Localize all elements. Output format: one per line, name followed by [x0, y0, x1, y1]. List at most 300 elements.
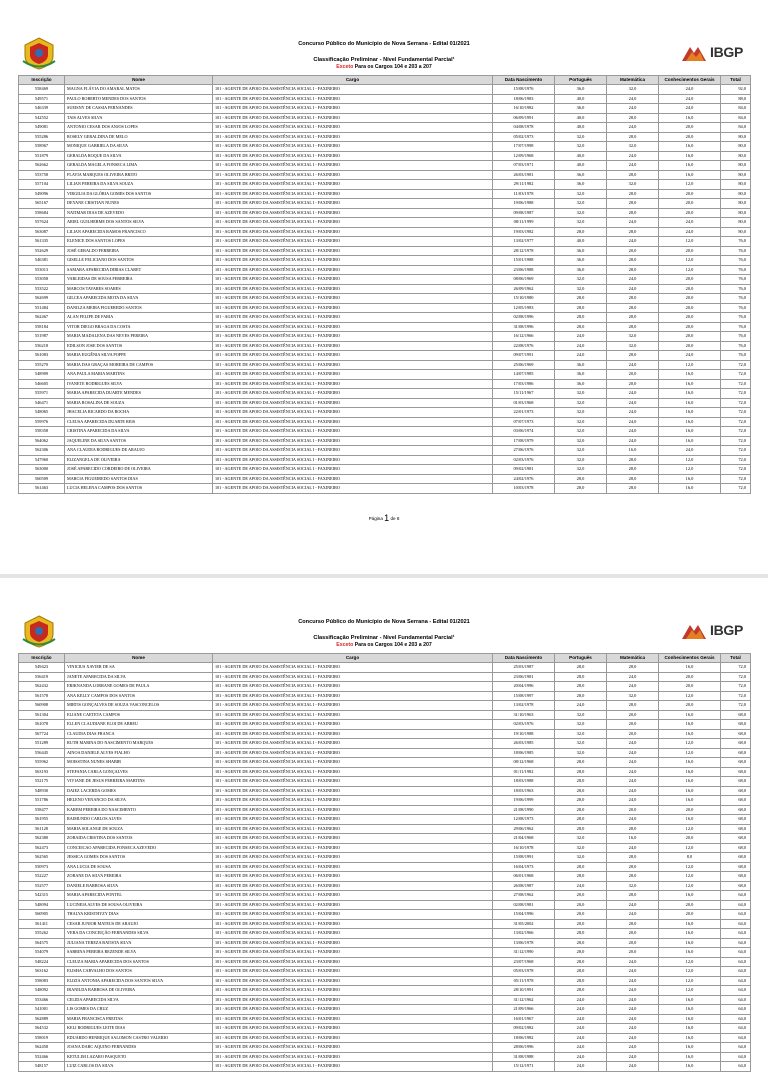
cell-portugues: 32,0: [555, 465, 607, 475]
cell-portugues: 28,0: [555, 786, 607, 796]
cell-data-nascimento: 19/06/1988: [493, 199, 555, 209]
cell-cargo: 101 - AGENTE DE APOIO DA ASSISTÊNCIA SOCIAL I - FAXINEIRO: [213, 123, 493, 133]
cell-portugues: 36,0: [555, 379, 607, 389]
page-footer: [0, 513, 768, 523]
cell-conhecimentos-gerais: 16,0: [659, 710, 721, 720]
cell-inscricao: 562662: [19, 161, 65, 171]
cell-nome: CRISTINA APARECIDA DA SILVA: [65, 427, 213, 437]
cell-portugues: 28,0: [555, 672, 607, 682]
cell-data-nascimento: 08/06/1969: [493, 275, 555, 285]
cell-conhecimentos-gerais: 20,0: [659, 123, 721, 133]
cell-inscricao: 561078: [19, 720, 65, 730]
cell-inscricao: 551879: [19, 151, 65, 161]
cell-matematica: 24,0: [607, 417, 659, 427]
cell-matematica: 28,0: [607, 474, 659, 484]
cell-conhecimentos-gerais: 20,0: [659, 682, 721, 692]
cell-inscricao: 564575: [19, 938, 65, 948]
cell-inscricao: 558184: [19, 322, 65, 332]
cell-data-nascimento: 27/08/1962: [493, 891, 555, 901]
cell-cargo: 101 - AGENTE DE APOIO DA ASSISTÊNCIA SOCIAL I - FAXINEIRO: [213, 465, 493, 475]
cell-matematica: 24,0: [607, 398, 659, 408]
cell-matematica: 24,0: [607, 767, 659, 777]
cell-data-nascimento: 22/01/1973: [493, 408, 555, 418]
cell-total: 72,0: [721, 701, 751, 711]
cell-portugues: 28,0: [555, 938, 607, 948]
cell-total: 64,0: [721, 995, 751, 1005]
cell-matematica: 24,0: [607, 995, 659, 1005]
cell-conhecimentos-gerais: 20,0: [659, 294, 721, 304]
cell-inscricao: 564062: [19, 436, 65, 446]
cell-conhecimentos-gerais: 20,0: [659, 189, 721, 199]
table-row: [19, 142, 751, 152]
cell-cargo: 101 - AGENTE DE APOIO DA ASSISTÊNCIA SOCIAL I - FAXINEIRO: [213, 710, 493, 720]
cell-inscricao: 556218: [19, 341, 65, 351]
col-cargo-header: Cargo: [213, 76, 493, 85]
cell-total: 68,0: [721, 786, 751, 796]
cell-cargo: 101 - AGENTE DE APOIO DA ASSISTÊNCIA SOCIAL I - FAXINEIRO: [213, 691, 493, 701]
cell-data-nascimento: 19/03/1982: [493, 227, 555, 237]
cell-matematica: 20,0: [607, 379, 659, 389]
cell-matematica: 24,0: [607, 682, 659, 692]
cell-conhecimentos-gerais: 16,0: [659, 767, 721, 777]
cell-nome: JHACELIA RICARDO DA ROCHA: [65, 408, 213, 418]
cell-nome: LUCINEIA ALVES DE SOUSA OLIVEIRA: [65, 900, 213, 910]
table-row: [19, 161, 751, 171]
cell-nome: CLAUDIA DIAS FRANCA: [65, 729, 213, 739]
cell-data-nascimento: 28/06/1996: [493, 1043, 555, 1053]
cell-conhecimentos-gerais: 16,0: [659, 729, 721, 739]
table-row: [19, 900, 751, 910]
cell-portugues: 32,0: [555, 275, 607, 285]
cell-total: 92,0: [721, 85, 751, 95]
col-nome-header: Nome: [65, 654, 213, 663]
cell-portugues: 40,0: [555, 123, 607, 133]
cell-cargo: 101 - AGENTE DE APOIO DA ASSISTÊNCIA SOCIAL I - FAXINEIRO: [213, 891, 493, 901]
cell-portugues: 40,0: [555, 161, 607, 171]
cell-inscricao: 553466: [19, 995, 65, 1005]
cell-total: 64,0: [721, 976, 751, 986]
table-row: [19, 682, 751, 692]
cell-portugues: 36,0: [555, 256, 607, 266]
cell-nome: DAIEZ LACERDA GOMES: [65, 786, 213, 796]
cell-total: 64,0: [721, 910, 751, 920]
cell-total: 72,0: [721, 474, 751, 484]
cell-cargo: 101 - AGENTE DE APOIO DA ASSISTÊNCIA SOCIAL I - FAXINEIRO: [213, 1033, 493, 1043]
cell-total: 64,0: [721, 900, 751, 910]
cell-data-nascimento: 12/09/1968: [493, 151, 555, 161]
cell-portugues: 32,0: [555, 436, 607, 446]
cell-nome: PAULO ROBERTO MENDES DOS SANTOS: [65, 94, 213, 104]
cell-matematica: 28,0: [607, 484, 659, 494]
cell-conhecimentos-gerais: 20,0: [659, 672, 721, 682]
table-body: [19, 663, 751, 1072]
cell-nome: THALYA KRISTHYZY DIAS: [65, 910, 213, 920]
cell-nome: KAREM PEREIRA DO NASCIMENTO: [65, 805, 213, 815]
page-header: [0, 578, 768, 653]
cell-portugues: 40,0: [555, 151, 607, 161]
cell-nome: ELISHA CARVALHO DOS SANTOS: [65, 967, 213, 977]
cell-cargo: 101 - AGENTE DE APOIO DA ASSISTÊNCIA SOCIAL I - FAXINEIRO: [213, 265, 493, 275]
cell-nome: LILIAN PEREIRA DA SILVA SOUZA: [65, 180, 213, 190]
cell-portugues: 36,0: [555, 265, 607, 275]
cell-total: 72,0: [721, 455, 751, 465]
cell-total: 68,0: [721, 853, 751, 863]
cell-data-nascimento: 25/06/1969: [493, 360, 555, 370]
cell-cargo: 101 - AGENTE DE APOIO DA ASSISTÊNCIA SOCIAL I - FAXINEIRO: [213, 1062, 493, 1072]
table-row: [19, 995, 751, 1005]
cell-inscricao: 551484: [19, 303, 65, 313]
table-row: [19, 85, 751, 95]
cell-inscricao: 558469: [19, 85, 65, 95]
cell-cargo: 101 - AGENTE DE APOIO DA ASSISTÊNCIA SOCIAL I - FAXINEIRO: [213, 199, 493, 209]
cell-data-nascimento: 16/12/1966: [493, 332, 555, 342]
table-row: [19, 313, 751, 323]
classification-subtitle: [0, 642, 768, 649]
cell-matematica: 28,0: [607, 872, 659, 882]
cell-inscricao: 558967: [19, 142, 65, 152]
cell-conhecimentos-gerais: 16,0: [659, 786, 721, 796]
cell-data-nascimento: 15/01/1988: [493, 256, 555, 266]
cell-data-nascimento: 16/10/1978: [493, 843, 555, 853]
cell-matematica: 28,0: [607, 919, 659, 929]
cell-data-nascimento: 13/02/1977: [493, 237, 555, 247]
cell-conhecimentos-gerais: 16,0: [659, 919, 721, 929]
table-row: [19, 1014, 751, 1024]
cell-matematica: 28,0: [607, 170, 659, 180]
cell-nome: NATIMAR DIAS DE AZEVEDO: [65, 208, 213, 218]
classification-title: Classificação Preliminar - Nível Fundamental Parcial¹: [313, 57, 455, 63]
col-total-header: Total: [721, 654, 751, 663]
cell-matematica: 28,0: [607, 862, 659, 872]
cell-matematica: 24,0: [607, 275, 659, 285]
cell-portugues: 28,0: [555, 294, 607, 304]
cell-data-nascimento: 13/02/1966: [493, 929, 555, 939]
cell-data-nascimento: 23/07/1968: [493, 957, 555, 967]
col-matematica-header: Matemática: [607, 654, 659, 663]
cell-nome: RUTH MARINA DO NASCIMENTO MARQUES: [65, 739, 213, 749]
cell-data-nascimento: 05/11/1978: [493, 976, 555, 986]
table-row: [19, 379, 751, 389]
cell-nome: MARIA APARECIDA PONTEL: [65, 891, 213, 901]
cell-cargo: 101 - AGENTE DE APOIO DA ASSISTÊNCIA SOCIAL I - FAXINEIRO: [213, 170, 493, 180]
footer-prefix: Página: [368, 516, 385, 521]
cell-total: 80,0: [721, 227, 751, 237]
col-conhecimentos-gerais-header: Conhecimentos Gerais: [659, 76, 721, 85]
page-header: [0, 0, 768, 75]
table-row: [19, 208, 751, 218]
cell-inscricao: 546339: [19, 104, 65, 114]
cell-portugues: 32,0: [555, 843, 607, 853]
table-row: [19, 872, 751, 882]
table-row: [19, 710, 751, 720]
cell-conhecimentos-gerais: 16,0: [659, 484, 721, 494]
cell-cargo: 101 - AGENTE DE APOIO DA ASSISTÊNCIA SOCIAL I - FAXINEIRO: [213, 786, 493, 796]
cell-portugues: 20,0: [555, 900, 607, 910]
cell-conhecimentos-gerais: 16,0: [659, 427, 721, 437]
table-row: [19, 256, 751, 266]
cell-nome: CELIDA APARECIDA SILVA: [65, 995, 213, 1005]
cell-conhecimentos-gerais: 24,0: [659, 227, 721, 237]
cell-nome: MIRTIS GONÇALVES DE SOUZA VASCONCELOS: [65, 701, 213, 711]
cell-matematica: 28,0: [607, 132, 659, 142]
table-row: [19, 104, 751, 114]
classification-title: Classificação Preliminar - Nível Fundamental Parcial¹: [313, 635, 455, 641]
cell-conhecimentos-gerais: 24,0: [659, 104, 721, 114]
cell-conhecimentos-gerais: 20,0: [659, 910, 721, 920]
cell-conhecimentos-gerais: 16,0: [659, 1043, 721, 1053]
cell-inscricao: 555962: [19, 758, 65, 768]
cell-data-nascimento: 23/06/1988: [493, 265, 555, 275]
cell-data-nascimento: 02/08/1981: [493, 900, 555, 910]
cell-conhecimentos-gerais: 16,0: [659, 948, 721, 958]
cell-cargo: 101 - AGENTE DE APOIO DA ASSISTÊNCIA SOCIAL I - FAXINEIRO: [213, 834, 493, 844]
cell-matematica: 24,0: [607, 1014, 659, 1024]
cell-data-nascimento: 05/03/1978: [493, 967, 555, 977]
cell-total: 80,0: [721, 199, 751, 209]
cell-conhecimentos-gerais: 12,0: [659, 739, 721, 749]
cell-inscricao: 562306: [19, 446, 65, 456]
cargos-label: Para os Cargos 104 e 203 a 207: [353, 642, 432, 648]
cell-nome: MAGNA FLÁVIA DO AMARAL MATOS: [65, 85, 213, 95]
cell-nome: VERA DA CONCEIÇÃO FERNANDES SILVA: [65, 929, 213, 939]
cell-matematica: 24,0: [607, 1062, 659, 1072]
cell-cargo: 101 - AGENTE DE APOIO DA ASSISTÊNCIA SOCIAL I - FAXINEIRO: [213, 417, 493, 427]
cell-data-nascimento: 06/01/1968: [493, 872, 555, 882]
cell-matematica: 24,0: [607, 161, 659, 171]
cell-matematica: 24,0: [607, 758, 659, 768]
cell-data-nascimento: 15/12/1971: [493, 1062, 555, 1072]
cell-nome: ELIZANGELA DE OLIVEIRA: [65, 455, 213, 465]
cell-cargo: 101 - AGENTE DE APOIO DA ASSISTÊNCIA SOCIAL I - FAXINEIRO: [213, 739, 493, 749]
cell-portugues: 36,0: [555, 170, 607, 180]
cell-portugues: 32,0: [555, 398, 607, 408]
cell-cargo: 101 - AGENTE DE APOIO DA ASSISTÊNCIA SOCIAL I - FAXINEIRO: [213, 919, 493, 929]
cell-total: 80,0: [721, 132, 751, 142]
cell-nome: MARCIA FIGUEIREDO SANTOS DIAS: [65, 474, 213, 484]
cell-inscricao: 561463: [19, 484, 65, 494]
cell-cargo: 101 - AGENTE DE APOIO DA ASSISTÊNCIA SOCIAL I - FAXINEIRO: [213, 227, 493, 237]
cell-matematica: 20,0: [607, 720, 659, 730]
cell-conhecimentos-gerais: 24,0: [659, 94, 721, 104]
table-row: [19, 824, 751, 834]
cell-matematica: 24,0: [607, 94, 659, 104]
cell-total: 76,0: [721, 246, 751, 256]
cell-conhecimentos-gerais: 16,0: [659, 389, 721, 399]
cell-inscricao: 552466: [19, 1052, 65, 1062]
cell-matematica: 20,0: [607, 246, 659, 256]
cell-cargo: 101 - AGENTE DE APOIO DA ASSISTÊNCIA SOCIAL I - FAXINEIRO: [213, 313, 493, 323]
cell-inscricao: 548092: [19, 986, 65, 996]
cell-nome: ROSELY GERALDINA DE MELO: [65, 132, 213, 142]
cell-conhecimentos-gerais: 20,0: [659, 834, 721, 844]
cell-data-nascimento: 13/06/1978: [493, 938, 555, 948]
cell-data-nascimento: 08/11/1999: [493, 218, 555, 228]
cell-portugues: 32,0: [555, 729, 607, 739]
cell-matematica: 24,0: [607, 957, 659, 967]
cell-matematica: 24,0: [607, 1043, 659, 1053]
cell-nome: CLEUSA APARECIDA DUARTE REIS: [65, 417, 213, 427]
cell-inscricao: 563162: [19, 967, 65, 977]
cell-nome: FLAVIA MARQUES OLIVEIRA BRITO: [65, 170, 213, 180]
cell-portugues: 32,0: [555, 720, 607, 730]
cell-data-nascimento: 14/07/1985: [493, 370, 555, 380]
table-row: [19, 758, 751, 768]
cell-data-nascimento: 21/09/1966: [493, 1005, 555, 1015]
cell-inscricao: 552577: [19, 881, 65, 891]
cell-portugues: 28,0: [555, 805, 607, 815]
cell-nome: LIS GOMES DA CRUZ: [65, 1005, 213, 1015]
cell-nome: MARIA DAS GRAÇAS MOREIRA DE CAMPOS: [65, 360, 213, 370]
cell-portugues: 20,0: [555, 891, 607, 901]
cell-matematica: 28,0: [607, 199, 659, 209]
cell-nome: ANA PAULA MARIA MARTINS: [65, 370, 213, 380]
cell-conhecimentos-gerais: 12,0: [659, 824, 721, 834]
cell-matematica: 28,0: [607, 256, 659, 266]
cell-portugues: 32,0: [555, 389, 607, 399]
cell-inscricao: 559976: [19, 417, 65, 427]
cell-nome: EDILSON JOSE DOS SANTOS: [65, 341, 213, 351]
cell-inscricao: 562565: [19, 853, 65, 863]
cell-total: 72,0: [721, 427, 751, 437]
cell-nome: HELENO VENANCIO DA SILVA: [65, 796, 213, 806]
cell-matematica: 16,0: [607, 834, 659, 844]
cell-nome: JOSÉ APARECIDO CORDEIRO DE OLIVEIRA: [65, 465, 213, 475]
cell-inscricao: 549571: [19, 94, 65, 104]
cell-nome: VARLEIDAS DE SOUSA FERREIRA: [65, 275, 213, 285]
cell-cargo: 101 - AGENTE DE APOIO DA ASSISTÊNCIA SOCIAL I - FAXINEIRO: [213, 682, 493, 692]
cargos-label: Para os Cargos 104 e 203 a 207: [353, 64, 432, 70]
cell-data-nascimento: 15/11/1967: [493, 389, 555, 399]
cell-nome: GILCEA APARECIDA MOTA DA SILVA: [65, 294, 213, 304]
cell-matematica: 24,0: [607, 900, 659, 910]
cell-matematica: 28,0: [607, 891, 659, 901]
cell-inscricao: 541001: [19, 1005, 65, 1015]
cell-nome: TAIS ALVES SILVA: [65, 113, 213, 123]
cell-inscricao: 548930: [19, 786, 65, 796]
cell-total: 72,0: [721, 370, 751, 380]
cell-data-nascimento: 06/09/1991: [493, 113, 555, 123]
cell-cargo: 101 - AGENTE DE APOIO DA ASSISTÊNCIA SOCIAL I - FAXINEIRO: [213, 408, 493, 418]
cell-cargo: 101 - AGENTE DE APOIO DA ASSISTÊNCIA SOCIAL I - FAXINEIRO: [213, 427, 493, 437]
cell-nome: ANA KELLY CAMPOS DOS SANTOS: [65, 691, 213, 701]
cell-portugues: 32,0: [555, 218, 607, 228]
cell-cargo: 101 - AGENTE DE APOIO DA ASSISTÊNCIA SOCIAL I - FAXINEIRO: [213, 1014, 493, 1024]
table-row: [19, 796, 751, 806]
col-portugues-header: Português: [555, 76, 607, 85]
cell-cargo: 101 - AGENTE DE APOIO DA ASSISTÊNCIA SOCIAL I - FAXINEIRO: [213, 748, 493, 758]
cell-portugues: 36,0: [555, 85, 607, 95]
table-row: [19, 294, 751, 304]
cell-conhecimentos-gerais: 16,0: [659, 170, 721, 180]
cell-nome: VIRGILIA DA GLÓRIA GOMES DOS SANTOS: [65, 189, 213, 199]
table-row: [19, 113, 751, 123]
cell-data-nascimento: 09/08/1987: [493, 208, 555, 218]
table-row: [19, 834, 751, 844]
col-total-header: Total: [721, 76, 751, 85]
table-row: [19, 948, 751, 958]
cell-inscricao: 557104: [19, 180, 65, 190]
cell-inscricao: 557624: [19, 218, 65, 228]
cell-nome: SAMARA APARECIDA DIBIAS CLARET: [65, 265, 213, 275]
cell-data-nascimento: 28/10/1991: [493, 986, 555, 996]
cell-matematica: 20,0: [607, 729, 659, 739]
cell-inscricao: 558358: [19, 427, 65, 437]
cell-data-nascimento: 02/08/1996: [493, 313, 555, 323]
cell-nome: JOSÉ GERALDO FERREIRA: [65, 246, 213, 256]
cell-inscricao: 547960: [19, 455, 65, 465]
cell-total: 72,0: [721, 417, 751, 427]
cell-total: 76,0: [721, 351, 751, 361]
cell-nome: CONCEICAO APARECIDA FONSECA AZEVEDO: [65, 843, 213, 853]
cell-portugues: 40,0: [555, 94, 607, 104]
cell-total: 68,0: [721, 720, 751, 730]
classification-subtitle: [0, 64, 768, 71]
cell-portugues: 32,0: [555, 417, 607, 427]
cell-data-nascimento: 18/03/1988: [493, 777, 555, 787]
cell-inscricao: 551289: [19, 739, 65, 749]
cell-matematica: 24,0: [607, 910, 659, 920]
cell-cargo: 101 - AGENTE DE APOIO DA ASSISTÊNCIA SOCIAL I - FAXINEIRO: [213, 332, 493, 342]
cell-nome: EDUARDO HENRIQUE SALOMON CASTRO VALERIO: [65, 1033, 213, 1043]
cell-portugues: 24,0: [555, 1033, 607, 1043]
table-row: [19, 843, 751, 853]
table-row: [19, 227, 751, 237]
classification-table-page-2: [18, 653, 751, 1072]
table-row: [19, 123, 751, 133]
cell-data-nascimento: 07/03/1971: [493, 161, 555, 171]
cell-conhecimentos-gerais: 20,0: [659, 341, 721, 351]
cell-portugues: 32,0: [555, 455, 607, 465]
cell-nome: MARIA ROSALINA DE SOUZA: [65, 398, 213, 408]
cell-conhecimentos-gerais: 20,0: [659, 322, 721, 332]
cell-inscricao: 564532: [19, 1024, 65, 1034]
cell-inscricao: 562432: [19, 682, 65, 692]
cell-conhecimentos-gerais: 20,0: [659, 208, 721, 218]
cell-matematica: 32,0: [607, 142, 659, 152]
table-row: [19, 729, 751, 739]
cell-matematica: 24,0: [607, 796, 659, 806]
cell-cargo: 101 - AGENTE DE APOIO DA ASSISTÊNCIA SOCIAL I - FAXINEIRO: [213, 929, 493, 939]
cell-cargo: 101 - AGENTE DE APOIO DA ASSISTÊNCIA SOCIAL I - FAXINEIRO: [213, 824, 493, 834]
cell-nome: GERALDA MAGELA FONSECA LIMA: [65, 161, 213, 171]
col-inscricao-header: Inscrição: [19, 76, 65, 85]
table-row: [19, 739, 751, 749]
cell-data-nascimento: 18/06/1983: [493, 94, 555, 104]
cell-portugues: 32,0: [555, 427, 607, 437]
table-row: [19, 1033, 751, 1043]
cell-cargo: 101 - AGENTE DE APOIO DA ASSISTÊNCIA SOCIAL I - FAXINEIRO: [213, 729, 493, 739]
cell-total: 84,0: [721, 123, 751, 133]
cell-inscricao: 561955: [19, 815, 65, 825]
cell-portugues: 32,0: [555, 408, 607, 418]
table-row: [19, 246, 751, 256]
cell-total: 64,0: [721, 1024, 751, 1034]
cell-portugues: 24,0: [555, 995, 607, 1005]
cell-inscricao: 550973: [19, 862, 65, 872]
cell-data-nascimento: 18/03/1963: [493, 786, 555, 796]
cell-conhecimentos-gerais: 12,0: [659, 748, 721, 758]
table-row: [19, 484, 751, 494]
cell-cargo: 101 - AGENTE DE APOIO DA ASSISTÊNCIA SOCIAL I - FAXINEIRO: [213, 948, 493, 958]
cell-inscricao: 556419: [19, 672, 65, 682]
cell-inscricao: 558083: [19, 976, 65, 986]
cell-portugues: 24,0: [555, 1052, 607, 1062]
col-portugues-header: Português: [555, 654, 607, 663]
cell-matematica: 20,0: [607, 938, 659, 948]
cell-inscricao: 548909: [19, 370, 65, 380]
cell-conhecimentos-gerais: 20,0: [659, 246, 721, 256]
cell-matematica: 32,0: [607, 341, 659, 351]
